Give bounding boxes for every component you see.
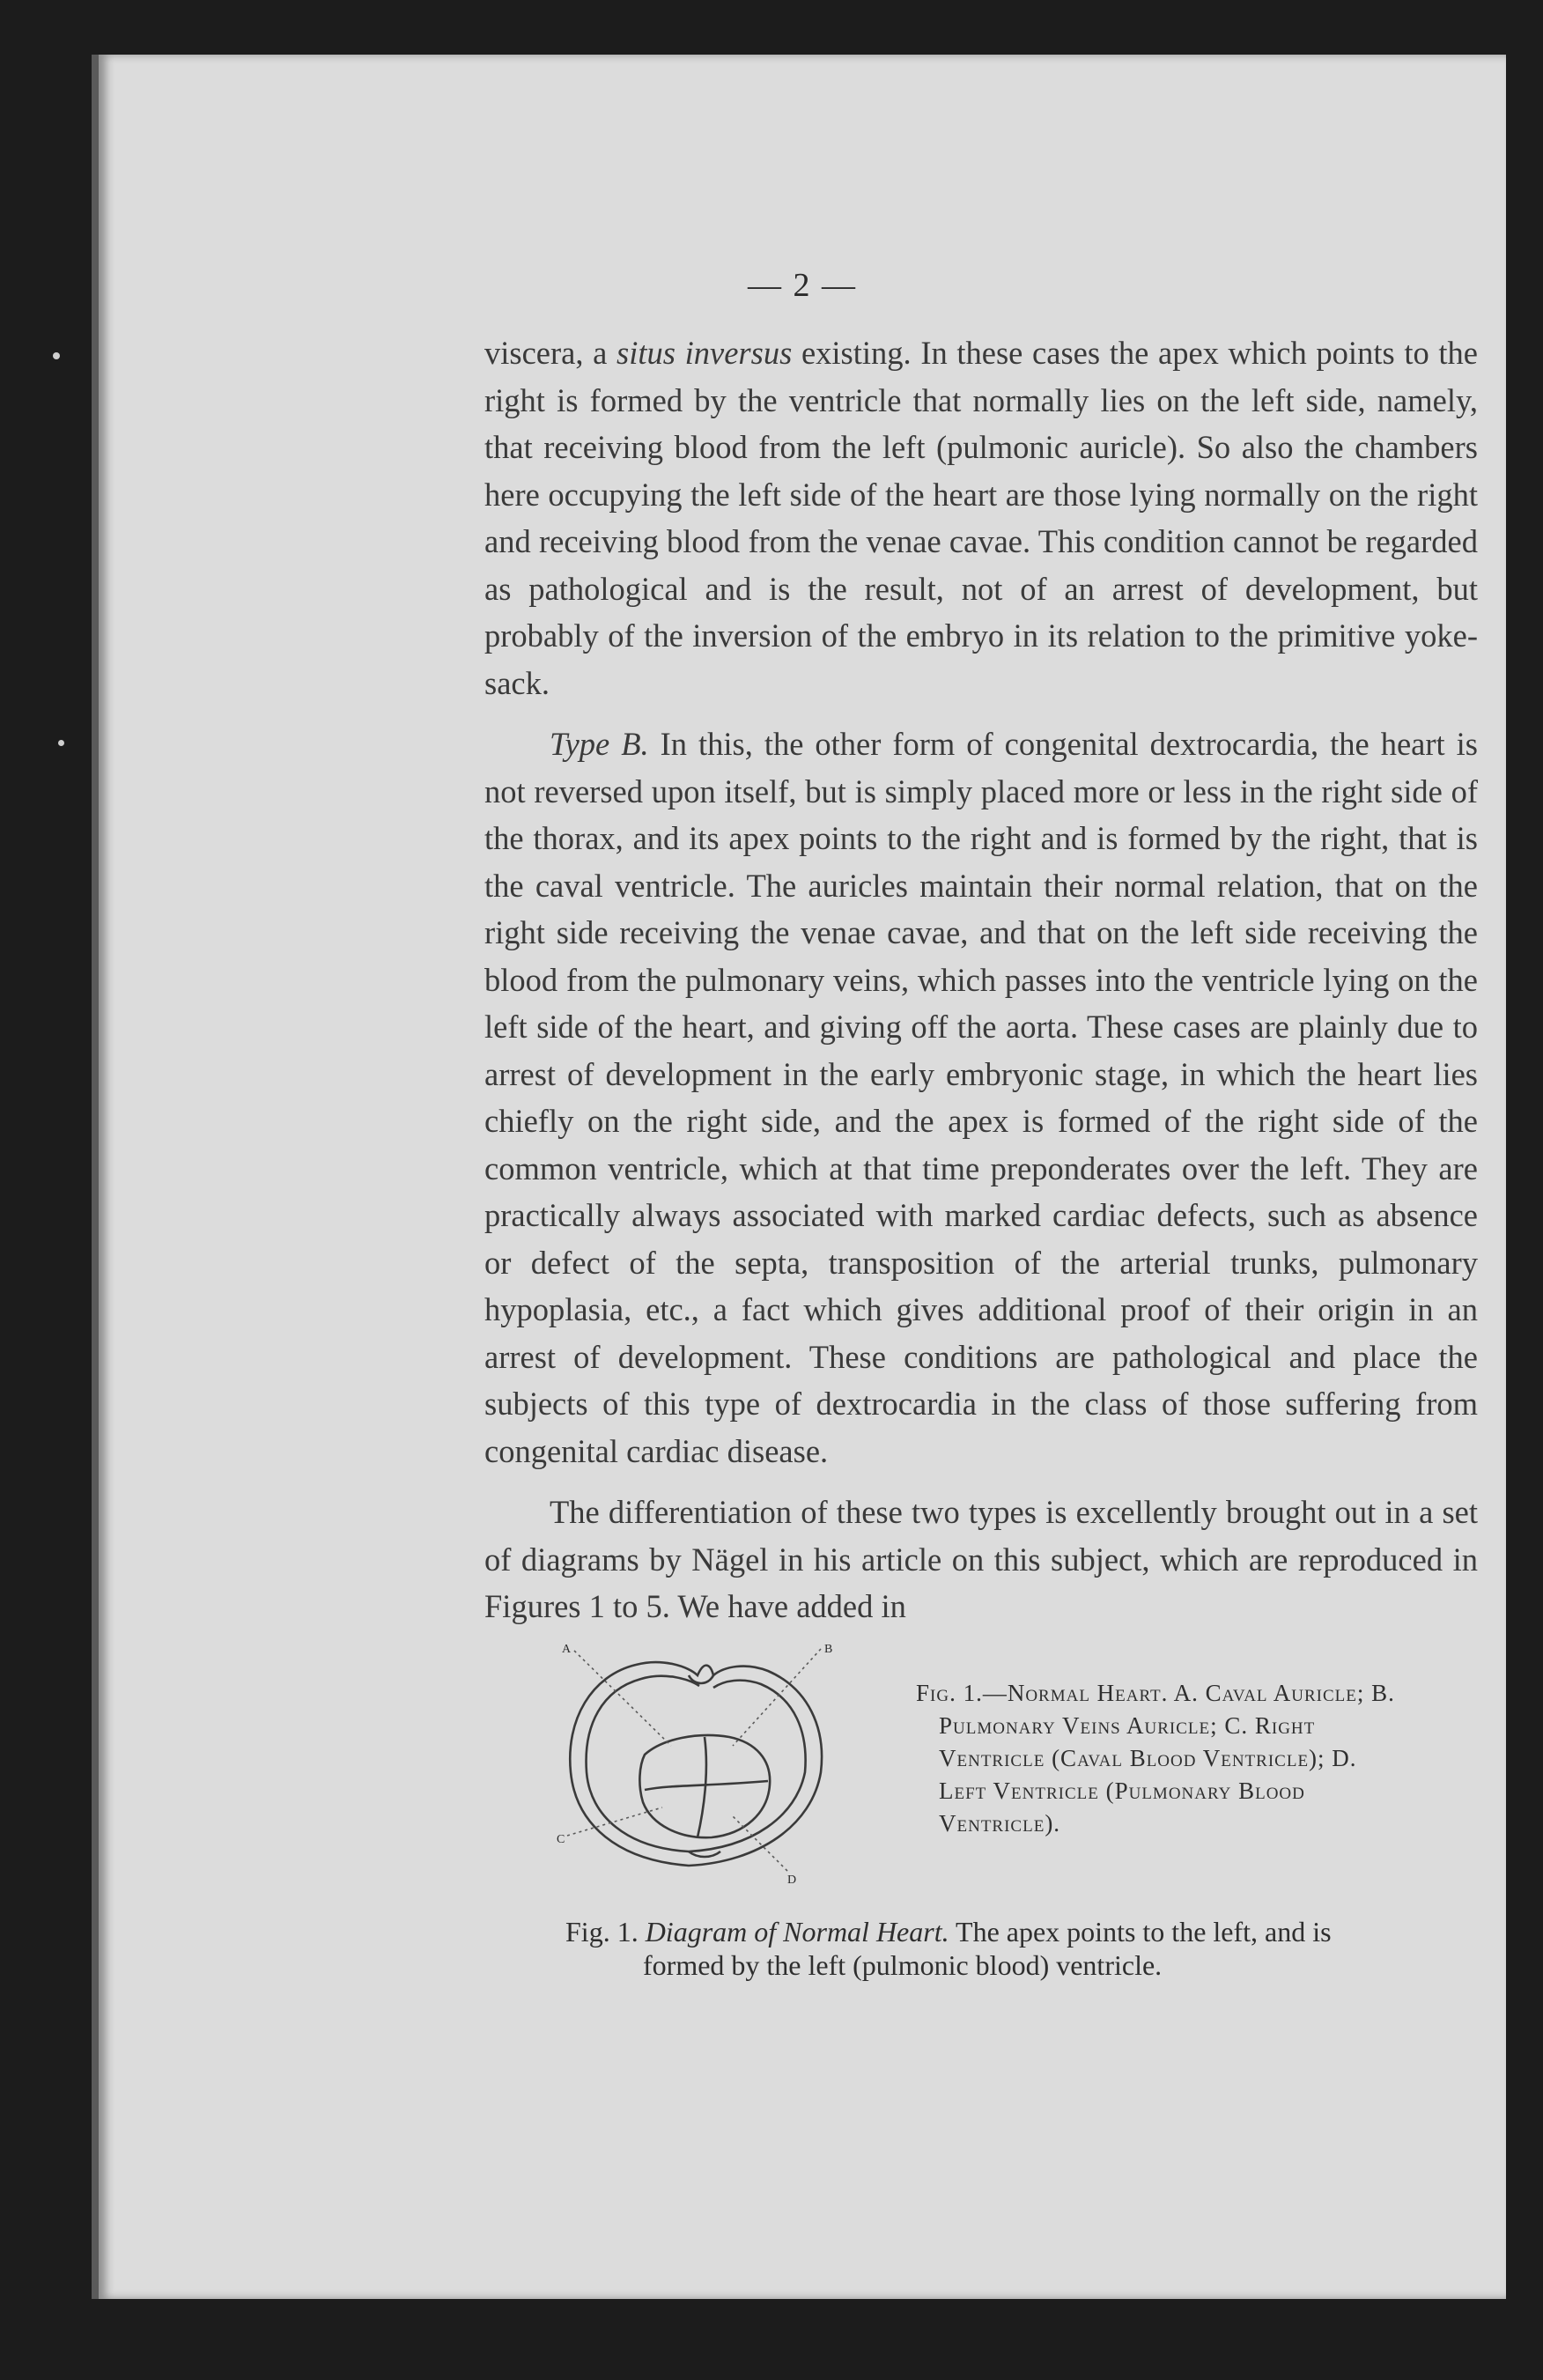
book-page bbox=[99, 55, 1506, 2299]
scan-speck bbox=[53, 352, 60, 359]
paragraph-2-text: In this, the other form of congenital dextrocardia, the heart is not reversed upon itself, but is simply placed more or less in the right side of the thorax, and its apex points to the right and is formed by the right, that is the caval ventricle. The auricles maintain their normal relation, that on the right side receiving the venae cavae, and that on the left side receiving the blood from the pulmonary veins, which passes into the ventricle lying on the left side of the heart, and giving off the aorta. These cases are plainly due to arrest of development in the early embryonic stage, in which the heart lies chiefly on the right side, and the apex is formed of the right side of the common ventricle, which at that time preponderates over the left. They are practically always associated with marked cardiac defects, such as absence or defect of the septa, transposition of the arterial trunks, pulmonary hypoplasia, etc., a fact which gives additional proof of their origin in an arrest of development. These conditions are pathological and place the subjects of this type of dextrocardia in the class of those suffering from congenital cardiac disease. bbox=[484, 726, 1478, 1469]
paragraph-2 bbox=[484, 721, 1478, 1475]
label-c: C bbox=[557, 1833, 565, 1846]
heart-outer-outline bbox=[570, 1662, 822, 1866]
leader-d bbox=[733, 1816, 787, 1871]
septum-vertical bbox=[698, 1737, 706, 1837]
figure-caption bbox=[916, 1677, 1409, 1840]
situs-inversus-term: situs inversus bbox=[616, 335, 793, 371]
page-number: — 2 — bbox=[748, 267, 857, 304]
paragraph-1-lead: viscera, a bbox=[484, 335, 617, 371]
figure-caption-text: Fig. 1.—Normal Heart. A. Caval Auricle; B. Pulmonary Veins Auricle; C. Right Ventricle (Caval Blood Ventricle); D. Left Ventricle (Pulmonary Blood Ventricle). bbox=[916, 1680, 1395, 1837]
label-a: A bbox=[562, 1643, 572, 1656]
leader-b bbox=[733, 1649, 821, 1746]
type-b-heading: Type B. bbox=[550, 726, 649, 762]
figure-legend-prefix: Fig. 1. bbox=[565, 1916, 639, 1948]
heart-diagram bbox=[557, 1640, 847, 1887]
heart-inner-outline bbox=[587, 1676, 806, 1852]
figure-legend-line-1 bbox=[565, 1915, 1499, 1948]
body-text bbox=[484, 329, 1478, 1645]
figure-legend-rest: The apex points to the left, and is bbox=[949, 1916, 1332, 1948]
paragraph-1-text: existing. In these cases the apex which points to the right is formed by the ventricle that normally lies on the left side, namely, that receiving blood from the left (pulmonic auricle). So also the chambers here occupying the left side of the heart are those lying normally on the right and receiving blood from the venae cavae. This condition cannot be regarded as pathological and is the result, not of an arrest of development, but probably of the inversion of the embryo in its relation to the primitive yoke-sack. bbox=[484, 335, 1478, 701]
label-b: B bbox=[824, 1643, 833, 1656]
paragraph-1 bbox=[484, 329, 1478, 706]
figure-legend-title: Diagram of Normal Heart. bbox=[645, 1916, 949, 1948]
label-d: D bbox=[787, 1874, 797, 1887]
figure-legend-line-2: formed by the left (pulmonic blood) ventricle. bbox=[643, 1949, 1163, 1981]
scan-speck bbox=[58, 740, 64, 746]
figure-legend bbox=[565, 1915, 1499, 1982]
paragraph-3: The differentiation of these two types is excellently brought out in a set of diagrams by Nägel in his article on this subject, which are reproduced in Figures 1 to 5. We have added in bbox=[484, 1494, 1478, 1624]
